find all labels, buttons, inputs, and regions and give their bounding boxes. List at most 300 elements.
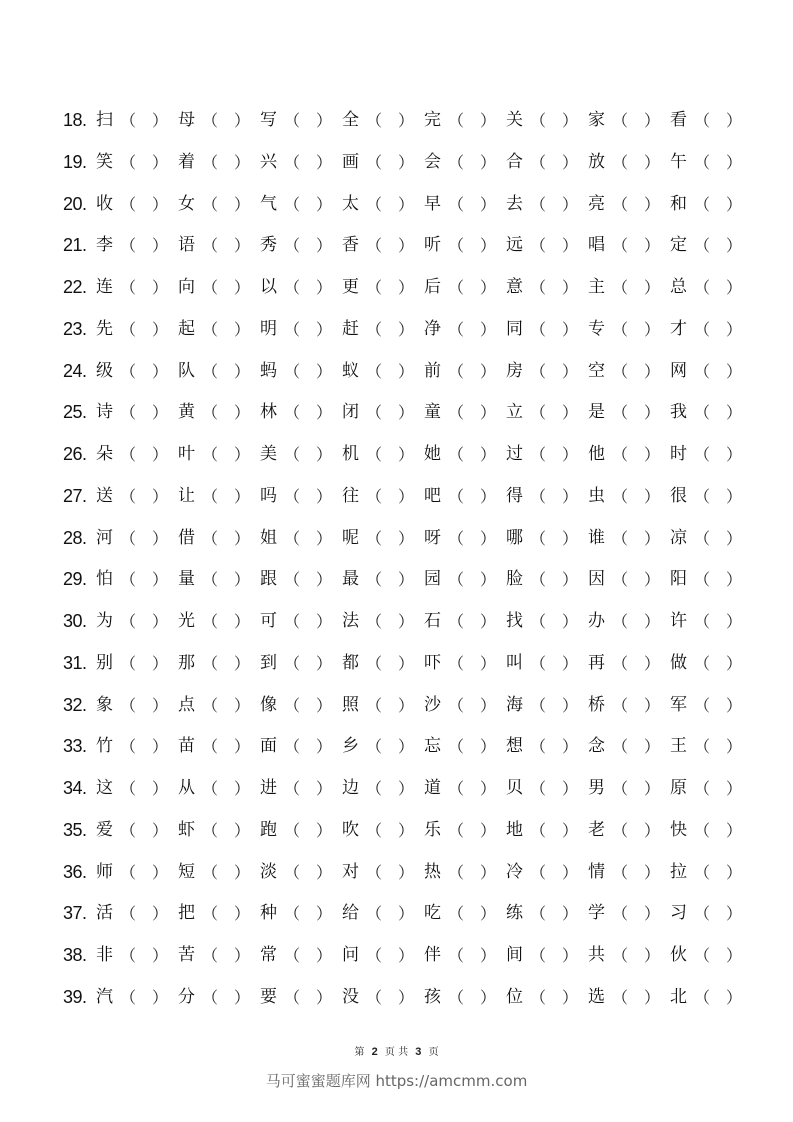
answer-blank-open: （ bbox=[120, 904, 137, 924]
char-cell bbox=[588, 518, 670, 560]
answer-blank-open: （ bbox=[448, 862, 465, 882]
character: 秀 bbox=[260, 235, 277, 256]
answer-blank-open: （ bbox=[120, 403, 137, 423]
answer-blank-close: ） bbox=[480, 612, 497, 631]
character: 练 bbox=[506, 903, 523, 924]
answer-blank-close: ） bbox=[316, 946, 333, 965]
worksheet-row bbox=[0, 893, 793, 935]
answer-blank-close: ） bbox=[152, 779, 169, 798]
character: 光 bbox=[178, 611, 195, 631]
character: 和 bbox=[670, 193, 687, 214]
character: 主 bbox=[588, 277, 605, 297]
character: 吃 bbox=[424, 903, 441, 924]
worksheet-row bbox=[0, 852, 793, 894]
answer-blank-open: （ bbox=[612, 111, 629, 130]
answer-blank-open: （ bbox=[284, 236, 301, 256]
character: 忘 bbox=[424, 736, 441, 757]
char-cell bbox=[506, 476, 588, 518]
char-cell bbox=[588, 476, 670, 518]
char-cell bbox=[342, 893, 424, 935]
char-cell bbox=[670, 726, 752, 768]
answer-blank-close: ） bbox=[234, 695, 251, 715]
answer-blank-close: ） bbox=[562, 319, 579, 339]
worksheet-row bbox=[0, 184, 793, 226]
answer-blank-open: （ bbox=[120, 361, 137, 381]
char-cell bbox=[424, 643, 506, 685]
answer-blank-close: ） bbox=[152, 236, 169, 256]
char-cell bbox=[588, 893, 670, 935]
row-number: 28. bbox=[63, 527, 87, 548]
character: 王 bbox=[670, 736, 687, 757]
answer-blank-open: （ bbox=[612, 695, 629, 715]
character: 点 bbox=[178, 694, 195, 715]
character: 以 bbox=[260, 277, 277, 297]
answer-blank-open: （ bbox=[284, 486, 301, 506]
answer-blank-open: （ bbox=[448, 987, 465, 1007]
answer-blank-close: ） bbox=[726, 946, 743, 965]
character: 从 bbox=[178, 778, 195, 798]
answer-blank-open: （ bbox=[612, 612, 629, 631]
answer-blank-close: ） bbox=[726, 695, 743, 715]
answer-blank-close: ） bbox=[726, 445, 743, 464]
answer-blank-open: （ bbox=[366, 653, 383, 673]
answer-blank-open: （ bbox=[694, 987, 711, 1007]
answer-blank-open: （ bbox=[120, 194, 137, 214]
answer-blank-open: （ bbox=[530, 319, 547, 339]
answer-blank-open: （ bbox=[694, 319, 711, 339]
character: 军 bbox=[670, 694, 687, 715]
worksheet-row bbox=[0, 434, 793, 476]
answer-blank-open: （ bbox=[530, 152, 547, 172]
char-cell bbox=[178, 392, 260, 434]
char-cell bbox=[178, 100, 260, 142]
answer-blank-close: ） bbox=[398, 737, 415, 757]
char-cell bbox=[342, 392, 424, 434]
answer-blank-open: （ bbox=[530, 779, 547, 798]
answer-blank-close: ） bbox=[152, 403, 169, 423]
answer-blank-close: ） bbox=[644, 403, 661, 423]
answer-blank-close: ） bbox=[234, 445, 251, 464]
character: 那 bbox=[178, 652, 195, 673]
char-cell bbox=[342, 225, 424, 267]
character: 石 bbox=[424, 611, 441, 631]
character: 姐 bbox=[260, 527, 277, 548]
answer-blank-open: （ bbox=[694, 278, 711, 297]
worksheet-row bbox=[0, 518, 793, 560]
answer-blank-open: （ bbox=[202, 361, 219, 381]
char-cell bbox=[506, 351, 588, 393]
answer-blank-close: ） bbox=[152, 319, 169, 339]
answer-blank-close: ） bbox=[316, 236, 333, 256]
answer-blank-close: ） bbox=[562, 653, 579, 673]
worksheet-row bbox=[0, 810, 793, 852]
answer-blank-close: ） bbox=[316, 445, 333, 464]
char-cell bbox=[588, 768, 670, 810]
char-cell bbox=[178, 434, 260, 476]
answer-blank-open: （ bbox=[284, 445, 301, 464]
answer-blank-open: （ bbox=[612, 361, 629, 381]
character: 送 bbox=[96, 485, 113, 506]
row-number: 33. bbox=[63, 736, 87, 757]
char-cell bbox=[178, 852, 260, 894]
answer-blank-open: （ bbox=[448, 820, 465, 840]
answer-blank-open: （ bbox=[448, 528, 465, 548]
answer-blank-close: ） bbox=[562, 612, 579, 631]
character: 常 bbox=[260, 945, 277, 965]
worksheet-row bbox=[0, 267, 793, 309]
character: 笑 bbox=[96, 151, 113, 172]
character: 许 bbox=[670, 611, 687, 631]
answer-blank-open: （ bbox=[694, 820, 711, 840]
answer-blank-open: （ bbox=[694, 695, 711, 715]
char-cell bbox=[424, 142, 506, 184]
answer-blank-open: （ bbox=[530, 737, 547, 757]
answer-blank-open: （ bbox=[530, 695, 547, 715]
answer-blank-open: （ bbox=[694, 737, 711, 757]
char-cell bbox=[260, 893, 342, 935]
worksheet-row bbox=[0, 142, 793, 184]
character: 男 bbox=[588, 778, 605, 798]
answer-blank-open: （ bbox=[120, 319, 137, 339]
character: 吓 bbox=[424, 652, 441, 673]
char-cell bbox=[178, 768, 260, 810]
answer-blank-open: （ bbox=[284, 403, 301, 423]
char-cell bbox=[424, 518, 506, 560]
answer-blank-open: （ bbox=[694, 445, 711, 464]
char-cell bbox=[260, 434, 342, 476]
answer-blank-open: （ bbox=[530, 528, 547, 548]
answer-blank-open: （ bbox=[202, 278, 219, 297]
answer-blank-open: （ bbox=[366, 319, 383, 339]
char-cell bbox=[96, 935, 178, 977]
char-cell bbox=[588, 977, 670, 1019]
answer-blank-close: ） bbox=[316, 987, 333, 1007]
answer-blank-open: （ bbox=[120, 779, 137, 798]
answer-blank-open: （ bbox=[366, 528, 383, 548]
answer-blank-close: ） bbox=[234, 653, 251, 673]
char-cell bbox=[96, 225, 178, 267]
answer-blank-close: ） bbox=[726, 820, 743, 840]
char-cell bbox=[178, 309, 260, 351]
answer-blank-close: ） bbox=[480, 319, 497, 339]
char-cell bbox=[342, 184, 424, 226]
character: 孩 bbox=[424, 986, 441, 1007]
answer-blank-close: ） bbox=[726, 486, 743, 506]
char-cell bbox=[424, 434, 506, 476]
char-cell bbox=[506, 559, 588, 601]
character: 共 bbox=[588, 945, 605, 965]
answer-blank-open: （ bbox=[202, 779, 219, 798]
char-cell bbox=[506, 935, 588, 977]
answer-blank-open: （ bbox=[448, 403, 465, 423]
answer-blank-close: ） bbox=[562, 946, 579, 965]
answer-blank-open: （ bbox=[448, 904, 465, 924]
character: 总 bbox=[670, 277, 687, 297]
answer-blank-open: （ bbox=[284, 862, 301, 882]
answer-blank-open: （ bbox=[694, 152, 711, 172]
answer-blank-open: （ bbox=[448, 653, 465, 673]
character: 淡 bbox=[260, 861, 277, 882]
answer-blank-close: ） bbox=[644, 236, 661, 256]
char-cell bbox=[424, 601, 506, 643]
character: 吗 bbox=[260, 485, 277, 506]
answer-blank-close: ） bbox=[562, 361, 579, 381]
answer-blank-open: （ bbox=[694, 486, 711, 506]
answer-blank-close: ） bbox=[398, 904, 415, 924]
answer-blank-open: （ bbox=[694, 612, 711, 631]
char-cell bbox=[96, 893, 178, 935]
character: 找 bbox=[506, 611, 523, 631]
char-cell bbox=[424, 225, 506, 267]
char-cell bbox=[96, 726, 178, 768]
character: 冷 bbox=[506, 861, 523, 882]
answer-blank-close: ） bbox=[152, 820, 169, 840]
char-cell bbox=[588, 935, 670, 977]
char-cell bbox=[342, 935, 424, 977]
answer-blank-open: （ bbox=[284, 737, 301, 757]
worksheet bbox=[0, 100, 793, 1019]
char-cell bbox=[178, 518, 260, 560]
answer-blank-open: （ bbox=[284, 194, 301, 214]
answer-blank-open: （ bbox=[120, 278, 137, 297]
answer-blank-open: （ bbox=[448, 236, 465, 256]
row-number: 39. bbox=[63, 986, 87, 1007]
answer-blank-close: ） bbox=[726, 152, 743, 172]
character: 因 bbox=[588, 569, 605, 590]
character: 会 bbox=[424, 151, 441, 172]
answer-blank-close: ） bbox=[562, 236, 579, 256]
answer-blank-close: ） bbox=[234, 152, 251, 172]
answer-blank-open: （ bbox=[366, 194, 383, 214]
char-cell bbox=[96, 810, 178, 852]
character: 向 bbox=[178, 277, 195, 297]
answer-blank-close: ） bbox=[644, 111, 661, 130]
row-number: 18. bbox=[63, 110, 87, 130]
char-cell bbox=[96, 434, 178, 476]
char-cell bbox=[670, 518, 752, 560]
answer-blank-open: （ bbox=[120, 486, 137, 506]
answer-blank-open: （ bbox=[612, 403, 629, 423]
row-number: 24. bbox=[63, 360, 87, 381]
answer-blank-close: ） bbox=[152, 612, 169, 631]
answer-blank-open: （ bbox=[448, 486, 465, 506]
page-total: 3 bbox=[415, 1046, 422, 1058]
answer-blank-open: （ bbox=[694, 403, 711, 423]
character: 起 bbox=[178, 318, 195, 339]
answer-blank-open: （ bbox=[530, 445, 547, 464]
answer-blank-open: （ bbox=[284, 570, 301, 590]
answer-blank-close: ） bbox=[234, 528, 251, 548]
answer-blank-close: ） bbox=[152, 486, 169, 506]
answer-blank-close: ） bbox=[234, 236, 251, 256]
char-cell bbox=[260, 810, 342, 852]
answer-blank-close: ） bbox=[644, 862, 661, 882]
char-cell bbox=[506, 100, 588, 142]
char-cell bbox=[670, 267, 752, 309]
answer-blank-close: ） bbox=[644, 987, 661, 1007]
char-cell bbox=[260, 392, 342, 434]
character: 谁 bbox=[588, 527, 605, 548]
answer-blank-close: ） bbox=[644, 737, 661, 757]
answer-blank-open: （ bbox=[612, 653, 629, 673]
character: 跑 bbox=[260, 819, 277, 840]
answer-blank-open: （ bbox=[120, 862, 137, 882]
character: 吹 bbox=[342, 819, 359, 840]
answer-blank-close: ） bbox=[398, 361, 415, 381]
answer-blank-close: ） bbox=[644, 528, 661, 548]
row-number: 38. bbox=[63, 945, 87, 965]
character: 叫 bbox=[506, 652, 523, 673]
character: 对 bbox=[342, 861, 359, 882]
character: 先 bbox=[96, 318, 113, 339]
char-cell bbox=[588, 267, 670, 309]
char-cell bbox=[96, 685, 178, 727]
answer-blank-close: ） bbox=[398, 278, 415, 297]
answer-blank-close: ） bbox=[562, 779, 579, 798]
character: 非 bbox=[96, 945, 113, 965]
character: 写 bbox=[260, 110, 277, 130]
char-cell bbox=[506, 768, 588, 810]
answer-blank-open: （ bbox=[530, 486, 547, 506]
char-cell bbox=[96, 977, 178, 1019]
character: 跟 bbox=[260, 569, 277, 590]
char-cell bbox=[178, 643, 260, 685]
character: 师 bbox=[96, 861, 113, 882]
answer-blank-close: ） bbox=[644, 570, 661, 590]
answer-blank-close: ） bbox=[152, 946, 169, 965]
character: 级 bbox=[96, 360, 113, 381]
character: 呢 bbox=[342, 527, 359, 548]
character: 去 bbox=[506, 193, 523, 214]
character: 像 bbox=[260, 694, 277, 715]
answer-blank-close: ） bbox=[480, 737, 497, 757]
character: 汽 bbox=[96, 986, 113, 1007]
char-cell bbox=[260, 100, 342, 142]
character: 看 bbox=[670, 110, 687, 130]
answer-blank-close: ） bbox=[480, 695, 497, 715]
char-cell bbox=[342, 559, 424, 601]
answer-blank-open: （ bbox=[530, 653, 547, 673]
char-cell bbox=[506, 810, 588, 852]
answer-blank-close: ） bbox=[398, 820, 415, 840]
answer-blank-open: （ bbox=[120, 236, 137, 256]
char-cell bbox=[178, 184, 260, 226]
character: 亮 bbox=[588, 193, 605, 214]
answer-blank-close: ） bbox=[398, 319, 415, 339]
char-cell bbox=[342, 434, 424, 476]
answer-blank-close: ） bbox=[398, 987, 415, 1007]
character: 叶 bbox=[178, 444, 195, 464]
character: 过 bbox=[506, 444, 523, 464]
page-suffix: 页 bbox=[428, 1047, 439, 1058]
answer-blank-close: ） bbox=[398, 194, 415, 214]
character: 诗 bbox=[96, 402, 113, 423]
answer-blank-close: ） bbox=[234, 946, 251, 965]
answer-blank-close: ） bbox=[726, 570, 743, 590]
character: 最 bbox=[342, 569, 359, 590]
char-cell bbox=[342, 810, 424, 852]
character: 老 bbox=[588, 819, 605, 840]
answer-blank-open: （ bbox=[530, 278, 547, 297]
char-cell bbox=[260, 726, 342, 768]
answer-blank-close: ） bbox=[480, 653, 497, 673]
char-cell bbox=[260, 685, 342, 727]
answer-blank-close: ） bbox=[152, 737, 169, 757]
character: 借 bbox=[178, 527, 195, 548]
answer-blank-close: ） bbox=[234, 486, 251, 506]
answer-blank-open: （ bbox=[120, 152, 137, 172]
character: 伙 bbox=[670, 945, 687, 965]
answer-blank-open: （ bbox=[284, 152, 301, 172]
char-cell bbox=[342, 351, 424, 393]
answer-blank-close: ） bbox=[234, 570, 251, 590]
character: 问 bbox=[342, 945, 359, 965]
answer-blank-open: （ bbox=[120, 820, 137, 840]
answer-blank-close: ） bbox=[316, 152, 333, 172]
answer-blank-open: （ bbox=[694, 194, 711, 214]
answer-blank-open: （ bbox=[530, 987, 547, 1007]
character: 边 bbox=[342, 778, 359, 798]
answer-blank-close: ） bbox=[152, 111, 169, 130]
char-cell bbox=[588, 184, 670, 226]
character: 很 bbox=[670, 485, 687, 506]
answer-blank-close: ） bbox=[234, 319, 251, 339]
answer-blank-close: ） bbox=[562, 111, 579, 130]
answer-blank-close: ） bbox=[316, 612, 333, 631]
answer-blank-close: ） bbox=[398, 946, 415, 965]
answer-blank-open: （ bbox=[366, 361, 383, 381]
char-cell bbox=[424, 309, 506, 351]
answer-blank-open: （ bbox=[612, 904, 629, 924]
char-cell bbox=[260, 142, 342, 184]
answer-blank-open: （ bbox=[202, 946, 219, 965]
char-cell bbox=[96, 852, 178, 894]
answer-blank-open: （ bbox=[366, 236, 383, 256]
char-cell bbox=[588, 685, 670, 727]
page-mid: 页 共 bbox=[384, 1047, 409, 1058]
answer-blank-close: ） bbox=[152, 528, 169, 548]
character: 河 bbox=[96, 527, 113, 548]
worksheet-row bbox=[0, 100, 793, 142]
answer-blank-open: （ bbox=[530, 194, 547, 214]
answer-blank-open: （ bbox=[612, 152, 629, 172]
char-cell bbox=[260, 559, 342, 601]
char-cell bbox=[96, 643, 178, 685]
row-number: 26. bbox=[63, 444, 87, 464]
answer-blank-close: ） bbox=[562, 152, 579, 172]
character: 活 bbox=[96, 903, 113, 924]
character: 净 bbox=[424, 318, 441, 339]
char-cell bbox=[588, 810, 670, 852]
answer-blank-close: ） bbox=[234, 904, 251, 924]
char-cell bbox=[588, 142, 670, 184]
answer-blank-close: ） bbox=[234, 862, 251, 882]
answer-blank-close: ） bbox=[152, 194, 169, 214]
character: 吧 bbox=[424, 485, 441, 506]
answer-blank-close: ） bbox=[316, 361, 333, 381]
character: 空 bbox=[588, 360, 605, 381]
char-cell bbox=[178, 225, 260, 267]
answer-blank-open: （ bbox=[530, 361, 547, 381]
char-cell bbox=[96, 559, 178, 601]
answer-blank-open: （ bbox=[366, 987, 383, 1007]
char-cell bbox=[96, 601, 178, 643]
answer-blank-close: ） bbox=[398, 152, 415, 172]
worksheet-row bbox=[0, 225, 793, 267]
character: 得 bbox=[506, 485, 523, 506]
char-cell bbox=[670, 184, 752, 226]
answer-blank-open: （ bbox=[202, 653, 219, 673]
